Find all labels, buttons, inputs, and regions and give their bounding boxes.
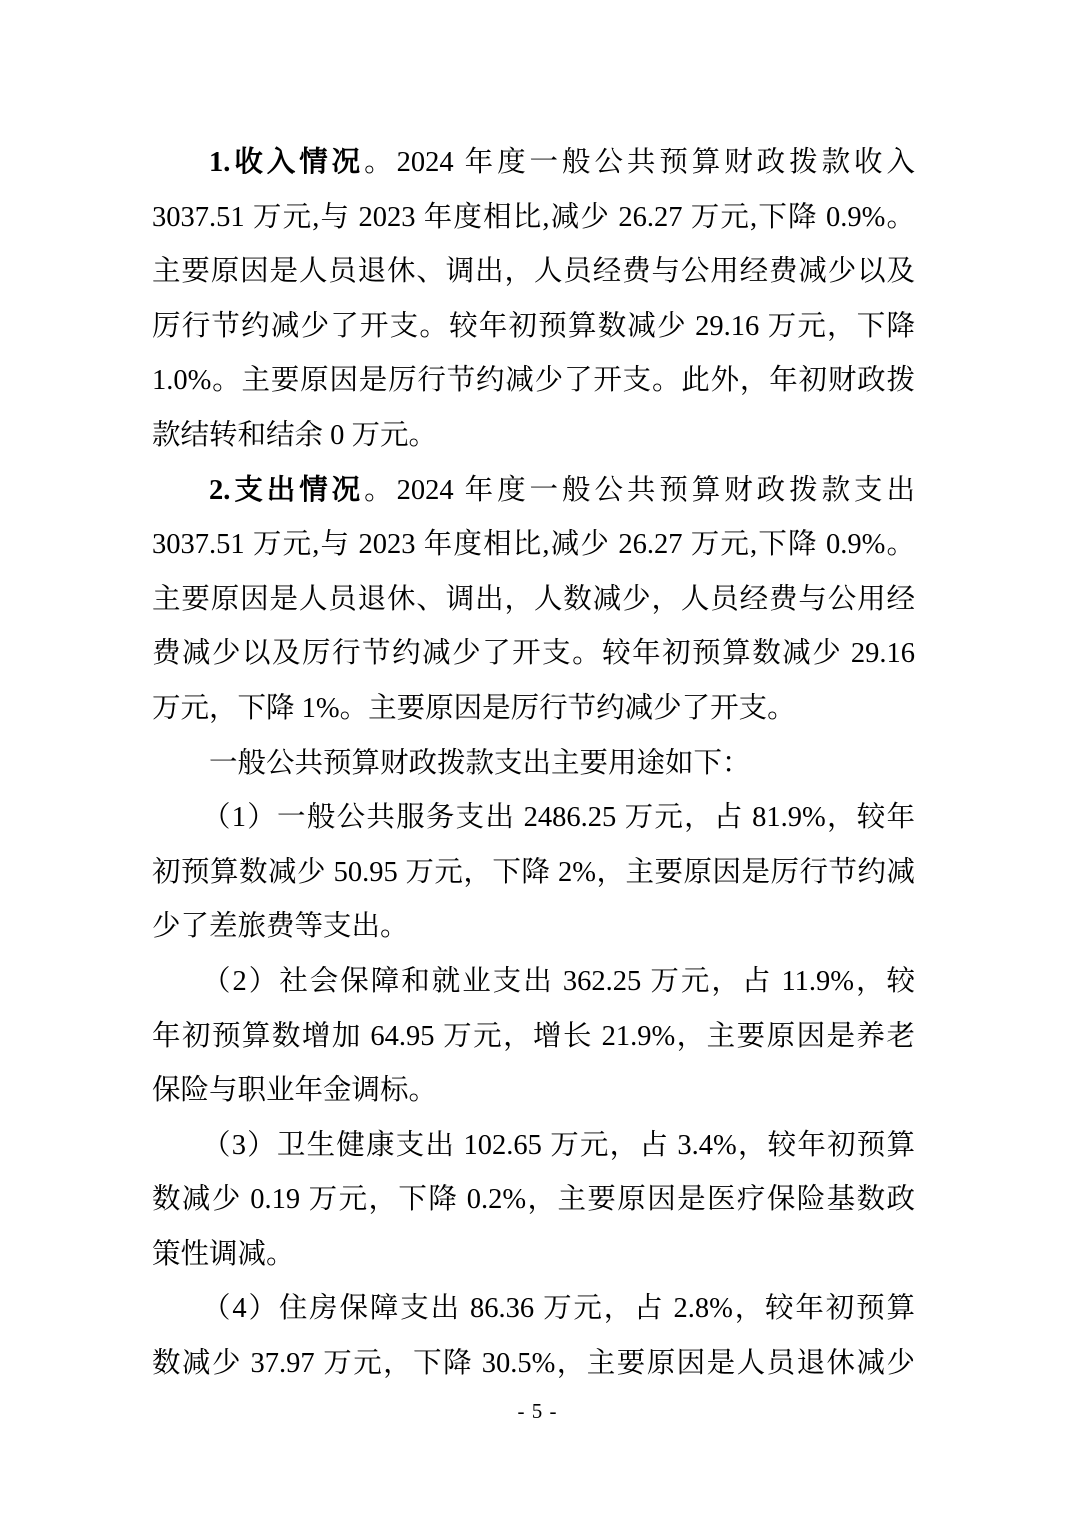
doc-line: 1.0%。主要原因是厉行节约减少了开支。此外，年初财政拨 — [152, 365, 915, 397]
doc-line: 策性调减。 — [152, 1238, 295, 1270]
doc-line: 3037.51 万元,与 2023 年度相比,减少 26.27 万元,下降 0.9%。 — [152, 201, 915, 233]
doc-line: 厉行节约减少了开支。较年初预算数减少 29.16 万元，下降 — [152, 310, 915, 342]
doc-line: 3037.51 万元,与 2023 年度相比,减少 26.27 万元,下降 0.9%。 — [152, 529, 915, 561]
doc-line: （3）卫生健康支出 102.65 万元，占 3.4%，较年初预算 — [202, 1129, 915, 1161]
doc-line — [152, 136, 915, 191]
doc-line: 保险与职业年金调标。 — [152, 1075, 438, 1107]
page-number: - 5 - — [517, 1399, 558, 1423]
doc-line: 主要原因是人员退休、调出，人员经费与公用经费减少以及 — [152, 256, 915, 288]
doc-line: 一般公共预算财政拨款支出主要用途如下： — [209, 747, 751, 779]
doc-line: 费减少以及厉行节约减少了开支。较年初预算数减少 29.16 — [152, 638, 915, 670]
doc-line: 少了差旅费等支出。 — [152, 911, 409, 943]
doc-line — [152, 464, 915, 519]
doc-line: （1）一般公共服务支出 2486.25 万元，占 81.9%，较年 — [202, 802, 915, 834]
section-heading-income: 1.收入情况 — [209, 147, 365, 178]
doc-line: 初预算数减少 50.95 万元，下降 2%，主要原因是厉行节约减 — [152, 856, 915, 888]
doc-line: 款结转和结余 0 万元。 — [152, 419, 438, 451]
section-heading-expenditure: 2.支出情况 — [209, 474, 365, 506]
doc-line: 主要原因是人员退休、调出，人数减少，人员经费与公用经 — [152, 583, 915, 615]
doc-line: （4）住房保障支出 86.36 万元，占 2.8%，较年初预算 — [202, 1293, 915, 1325]
doc-line: 万元，下降 1%。主要原因是厉行节约减少了开支。 — [152, 692, 796, 724]
line-text: 。2024 年度一般公共预算财政拨款收入 — [364, 147, 915, 178]
doc-line: 数减少 37.97 万元，下降 30.5%，主要原因是人员退休减少 — [152, 1348, 915, 1380]
doc-line: （2）社会保障和就业支出 362.25 万元，占 11.9%，较 — [202, 965, 915, 997]
line-text: 。2024 年度一般公共预算财政拨款支出 — [364, 474, 915, 506]
document-body — [152, 136, 915, 1392]
doc-line: 数减少 0.19 万元，下降 0.2%，主要原因是医疗保险基数政 — [152, 1184, 915, 1216]
doc-line: 年初预算数增加 64.95 万元，增长 21.9%，主要原因是养老 — [152, 1020, 915, 1052]
